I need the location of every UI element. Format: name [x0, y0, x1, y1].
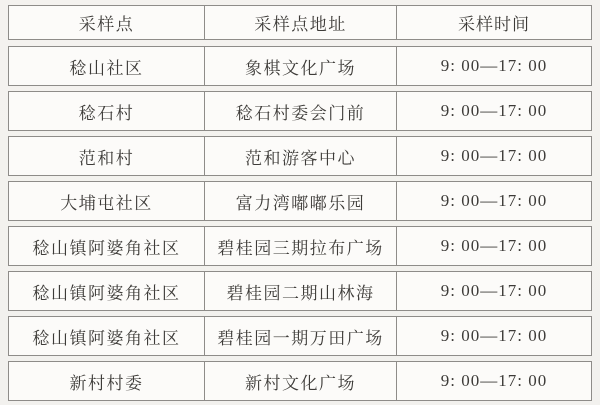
cell-address: 富力湾嘟嘟乐园: [204, 182, 397, 220]
cell-site: 稔山社区: [69, 58, 144, 78]
cell-time: 9: 00—17: 00: [440, 236, 548, 255]
cell-time: 9: 00—17: 00: [440, 101, 548, 120]
cell-site: 新村村委: [69, 373, 144, 393]
cell-address: 象棋文化广场: [204, 47, 397, 85]
header-cell-address: 采样点地址: [204, 6, 397, 39]
header-cell-time: 采样时间: [458, 15, 530, 34]
cell-address: 碧桂园二期山林海: [204, 272, 397, 310]
table-row: [8, 226, 592, 266]
cell-address: 稔石村委会门前: [204, 92, 397, 130]
cell-site: 稔山镇阿婆角社区: [32, 328, 181, 348]
sampling-table: [8, 5, 592, 401]
header-cell-site: 采样点: [78, 15, 135, 34]
table-row: [8, 136, 592, 176]
table-row: [8, 91, 592, 131]
cell-address: 新村文化广场: [204, 362, 397, 400]
cell-time: 9: 00—17: 00: [440, 281, 548, 300]
table-header-row: [8, 5, 592, 40]
cell-time: 9: 00—17: 00: [440, 326, 548, 345]
cell-time: 9: 00—17: 00: [440, 56, 548, 75]
cell-time: 9: 00—17: 00: [440, 371, 548, 390]
cell-time: 9: 00—17: 00: [440, 146, 548, 165]
cell-site: 稔石村: [78, 103, 135, 123]
table-row: [8, 271, 592, 311]
table-row: [8, 361, 592, 401]
table-row: [8, 46, 592, 86]
cell-site: 稔山镇阿婆角社区: [32, 238, 181, 258]
cell-address: 碧桂园一期万田广场: [204, 317, 397, 355]
table-row: [8, 316, 592, 356]
cell-time: 9: 00—17: 00: [440, 191, 548, 210]
table-row: [8, 181, 592, 221]
cell-address: 碧桂园三期拉布广场: [204, 227, 397, 265]
cell-site: 范和村: [78, 148, 135, 168]
cell-address: 范和游客中心: [204, 137, 397, 175]
cell-site: 稔山镇阿婆角社区: [32, 283, 181, 303]
cell-site: 大埔屯社区: [60, 193, 153, 213]
